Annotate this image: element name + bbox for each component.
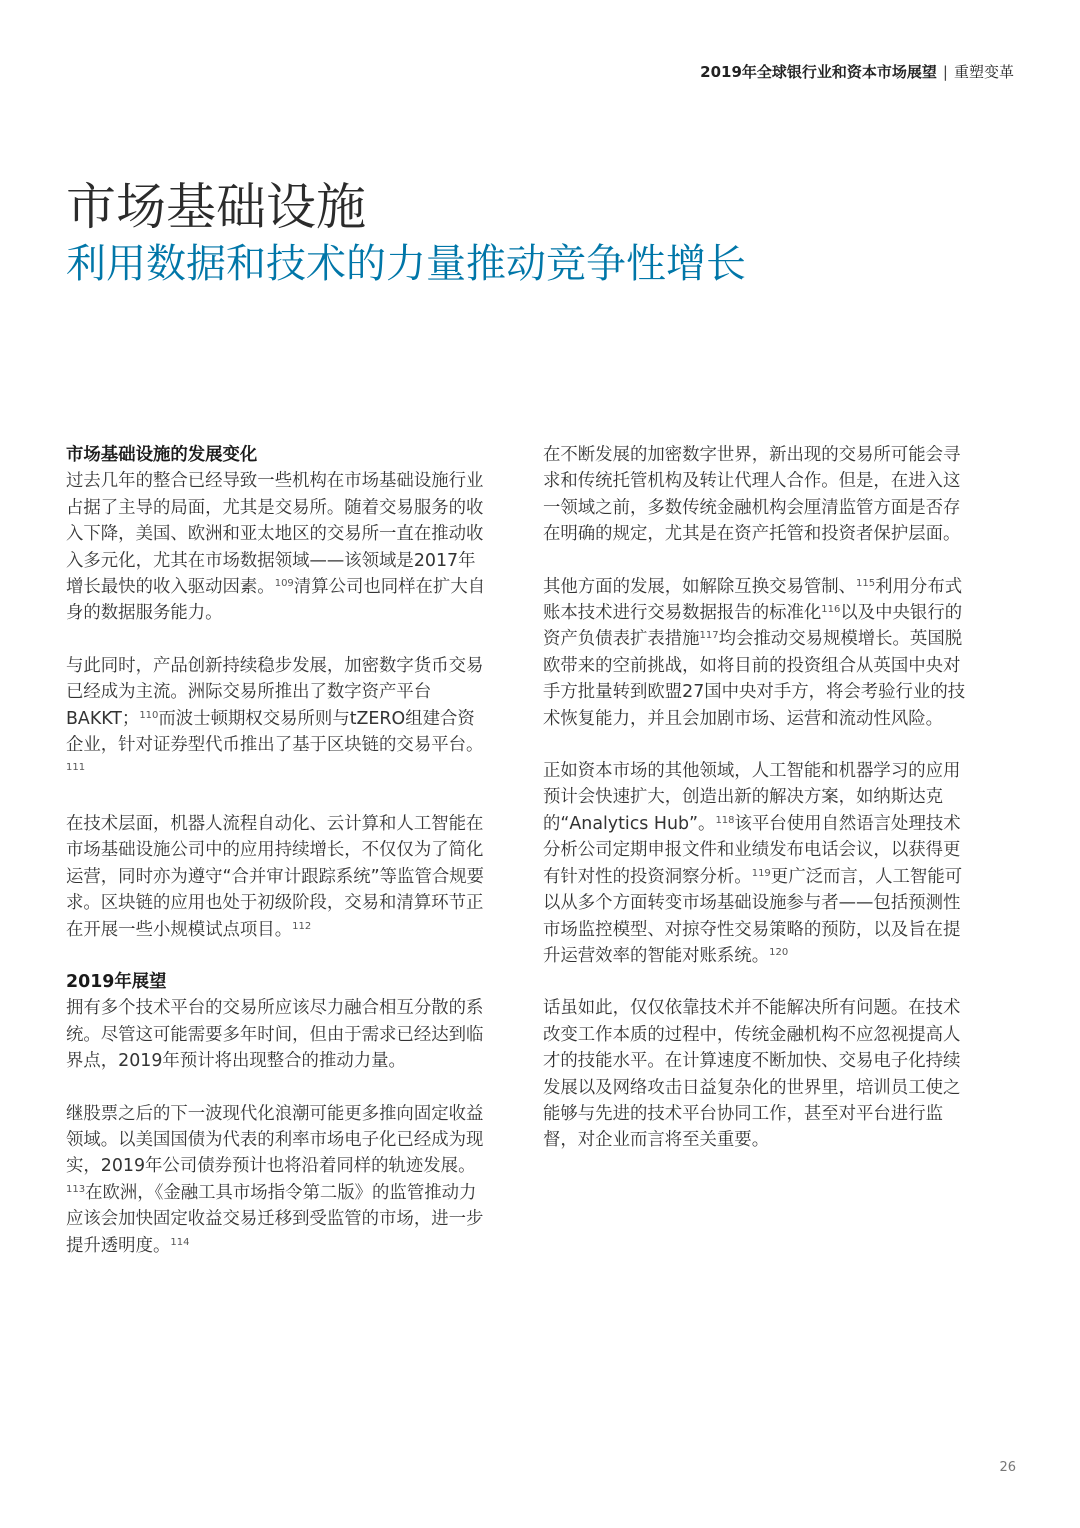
paragraph [66,653,490,785]
footnote-ref: 113 [66,1183,86,1195]
page-subtitle: 利用数据和技术的力量推动竞争性增长 [66,241,746,287]
paragraph [66,1101,490,1259]
paragraph-text: 过去几年的整合已经导致一些机构在市场基础设施行业占据了主导的局面，尤其是交易所。随着交易服务的收入下降，美国、欧洲和亚太地区的交易所一直在推动收入多元化，尤其在市场数据领域——该领域是2017年增长最快的收入驱动因素。 [66,471,484,598]
section-heading-developments: 市场基础设施的发展变化 [66,445,258,465]
footnote-ref: 111 [66,762,86,774]
page-number: 26 [999,1460,1016,1475]
header-separator: | [942,63,948,81]
paragraph [543,758,967,969]
paragraph [543,574,967,732]
running-header [700,61,1014,82]
paragraph-text: 以及中央银行的资产负债表扩表措施 [543,603,963,650]
paragraph-text: 正如资本市场的其他领域，人工智能和机器学习的应用预计会快速扩大，创造出新的解决方案，如纳斯达克的“Analytics Hub”。 [543,761,961,834]
paragraph-text: 继股票之后的下一波现代化浪潮可能更多推向固定收益领域。以美国国债为代表的利率市场电子化已经成为现实，2019年公司债券预计也将沿着同样的轨迹发展。 [66,1103,484,1177]
left-column [66,442,490,1285]
paragraph [66,995,490,1074]
paragraph-text: 其他方面的发展，如解除互换交易管制、 [543,576,857,597]
paragraph-text: 均会推动交易规模增长。英国脱欧带来的空前挑战，如将目前的投资组合从英国中央对手方批量转到欧盟27国中央对手方，将会考验行业的技术恢复能力，并且会加剧市场、运营和流动性风险。 [543,629,966,729]
paragraph-text: 与此同时，产品创新持续稳步发展，加密数字货币交易已经成为主流。洲际交易所推出了数字资产平台BAKKT； [66,655,484,729]
paragraph-text: 在欧洲，《金融工具市场指令第二版》的监管推动力应该会加快固定收益交易迁移到受监管的市场，进一步提升透明度。 [66,1182,484,1256]
right-column [543,442,967,1180]
header-section: 重塑变革 [953,63,1014,81]
section-heading-outlook: 2019年展望 [66,971,167,992]
paragraph [543,442,967,548]
header-doc-title: 2019年全球银行业和资本市场展望 [700,63,937,81]
footnote-ref: 120 [769,946,789,958]
footnote-ref: 112 [292,920,312,932]
paragraph-text: 而波士顿期权交易所则与tZERO组建合资企业，针对证券型代币推出了基于区块链的交易平台。 [66,708,484,756]
paragraph [66,468,490,626]
paragraph-text: 利用分布式账本技术进行交易数据报告的标准化 [543,576,963,624]
page-title: 市场基础设施 [66,178,366,236]
footnote-ref: 115 [856,577,876,589]
footnote-ref: 116 [821,604,841,616]
footnote-ref: 119 [751,867,771,879]
footnote-ref: 114 [170,1236,190,1248]
footnote-ref: 110 [139,709,159,721]
paragraph-text: 该平台使用自然语言处理技术分析公司定期申报文件和业绩发布电话会议，以获得更有针对性的投资洞察分析。 [543,813,961,887]
paragraph-text: 更广泛而言，人工智能可以从多个方面转变市场基础设施参与者——包括预测性市场监控模型、对掠夺性交易策略的预防，以及旨在提升运营效率的智能对账系统。 [543,866,963,966]
paragraph [543,995,967,1153]
paragraph [66,811,490,943]
paragraph-text: 话虽如此，仅仅依靠技术并不能解决所有问题。在技术改变工作本质的过程中，传统金融机构不应忽视提高人才的技能水平。在计算速度不断加快、交易电子化持续发展以及网络攻击日益复杂化的世界里，培训员工使之能够与先进的技术平台协同工作，甚至对平台进行监督，对企业而言将至关重要。 [543,998,961,1151]
paragraph-text: 在技术层面，机器人流程自动化、云计算和人工智能在市场基础设施公司中的应用持续增长，不仅仅为了简化运营，同时亦为遵守“合并审计跟踪系统”等监管合规要求。区块链的应用也处于初级阶段，交易和清算环节正在开展一些小规模试点项目。 [66,813,485,940]
paragraph-text: 清算公司也同样在扩大自身的数据服务能力。 [66,577,486,624]
footnote-ref: 109 [274,578,294,590]
footnote-ref: 118 [715,814,735,826]
paragraph-text: 拥有多个技术平台的交易所应该尽力融合相互分散的系统。尽管这可能需要多年时间，但由于需求已经达到临界点，2019年预计将出现整合的推动力量。 [66,998,484,1072]
footnote-ref: 117 [699,630,719,642]
paragraph-text: 在不断发展的加密数字世界，新出现的交易所可能会寻求和传统托管机构及转让代理人合作。但是，在进入这一领域之前，多数传统金融机构会厘清监管方面是否存在明确的规定，尤其是在资产托管和投资者保护层面。 [543,445,961,545]
